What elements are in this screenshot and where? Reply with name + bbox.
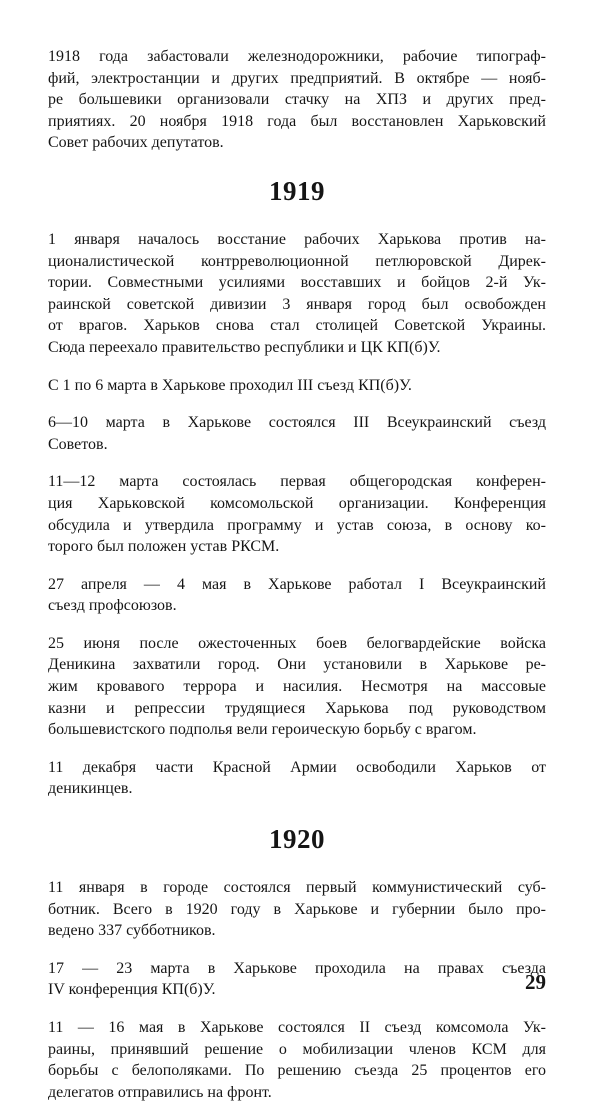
text-line: раинской советской дивизии 3 января город был освобожден: [48, 295, 546, 313]
text-line: фий, электростанции и других предприятий. В октябре — нояб-: [48, 69, 546, 87]
paragraph-iv-conference: [48, 958, 546, 1001]
text-line: ция Харьковской комсомольской организации. Конференция: [48, 494, 546, 512]
paragraph-soviets-congress: [48, 412, 546, 455]
text-line: съезд профсоюзов.: [48, 597, 177, 615]
text-line: обсудила и утвердила программу и устав союза, в основу ко-: [48, 516, 546, 534]
text-line: раины, принявший решение о мобилизации членов КСМ для: [48, 1040, 546, 1058]
text-line: IV конференция КП(б)У.: [48, 981, 216, 999]
text-line: большевистского подполья вели героическую борьбу с врагом.: [48, 721, 477, 739]
text-line: Советов.: [48, 435, 108, 453]
text-line: ведено 337 субботников.: [48, 922, 216, 940]
paragraph-jan-uprising: [48, 229, 546, 359]
page-content: [48, 46, 546, 1103]
text-line: ре большевики организовали стачку на ХПЗ и других пред-: [48, 91, 546, 109]
text-line: ботник. Всего в 1920 году в Харькове и губернии было про-: [48, 900, 546, 918]
text-line: ционалистической контрреволюционной петлюровской Дирек-: [48, 252, 546, 270]
text-line: приятиях. 20 ноября 1918 года был восстановлен Харьковский: [48, 112, 546, 130]
year-heading-1919: 1919: [269, 175, 325, 206]
text-line: 17 — 23 марта в Харькове проходила на правах съезда: [48, 959, 546, 977]
text-line: С 1 по 6 марта в Харькове проходил III съезд КП(б)У.: [48, 376, 412, 394]
intro-paragraph: [48, 46, 546, 154]
text-line: тории. Совместными усилиями восставших и бойцов 2-й Ук-: [48, 274, 546, 292]
text-line: 25 июня после ожесточенных боев белогвардейские войска: [48, 634, 546, 652]
paragraph-komsomol-conference: [48, 471, 546, 557]
page-number: 29: [525, 970, 546, 994]
text-line: от врагов. Харьков снова стал столицей Советской Украины.: [48, 317, 546, 335]
paragraph-denikin-occupation: [48, 633, 546, 741]
text-line: 6—10 марта в Харькове состоялся III Всеукраинский съезд: [48, 414, 546, 432]
text-line: 1 января началось восстание рабочих Харькова против на-: [48, 230, 546, 248]
text-line: Сюда переехало правительство республики и ЦК КП(б)У.: [48, 338, 441, 356]
text-line: 27 апреля — 4 мая в Харькове работал I Всеукраинский: [48, 575, 546, 593]
text-line: делегатов отправились на фронт.: [48, 1083, 272, 1101]
text-line: жим кровавого террора и насилия. Несмотря на массовые: [48, 678, 546, 696]
text-line: 11—12 марта состоялась первая общегородская конферен-: [48, 473, 546, 491]
text-line: торого был положен устав РКСМ.: [48, 538, 280, 556]
text-line: 1918 года забастовали железнодорожники, рабочие типограф-: [48, 48, 546, 65]
paragraph-komsomol-congress: [48, 1017, 546, 1103]
paragraph-march-congress: [48, 375, 546, 397]
text-line: 11 декабря части Красной Армии освободили Харьков от: [48, 758, 546, 776]
text-line: деникинцев.: [48, 780, 133, 798]
text-line: борьбы с белополяками. По решению съезда 25 процентов его: [48, 1062, 546, 1080]
text-line: казни и репрессии трудящиеся Харькова под руководством: [48, 699, 546, 717]
paragraph-subbotnik: [48, 877, 546, 942]
paragraph-december-liberation: [48, 757, 546, 800]
text-line: 11 — 16 мая в Харькове состоялся II съезд комсомола Ук-: [48, 1019, 546, 1036]
text-line: Совет рабочих депутатов.: [48, 134, 224, 152]
paragraph-trade-unions: [48, 574, 546, 617]
year-heading-1920: 1920: [269, 824, 325, 855]
text-line: Деникина захватили город. Они установили в Харькове ре-: [48, 656, 546, 674]
text-line: 11 января в городе состоялся первый коммунистический суб-: [48, 879, 546, 897]
